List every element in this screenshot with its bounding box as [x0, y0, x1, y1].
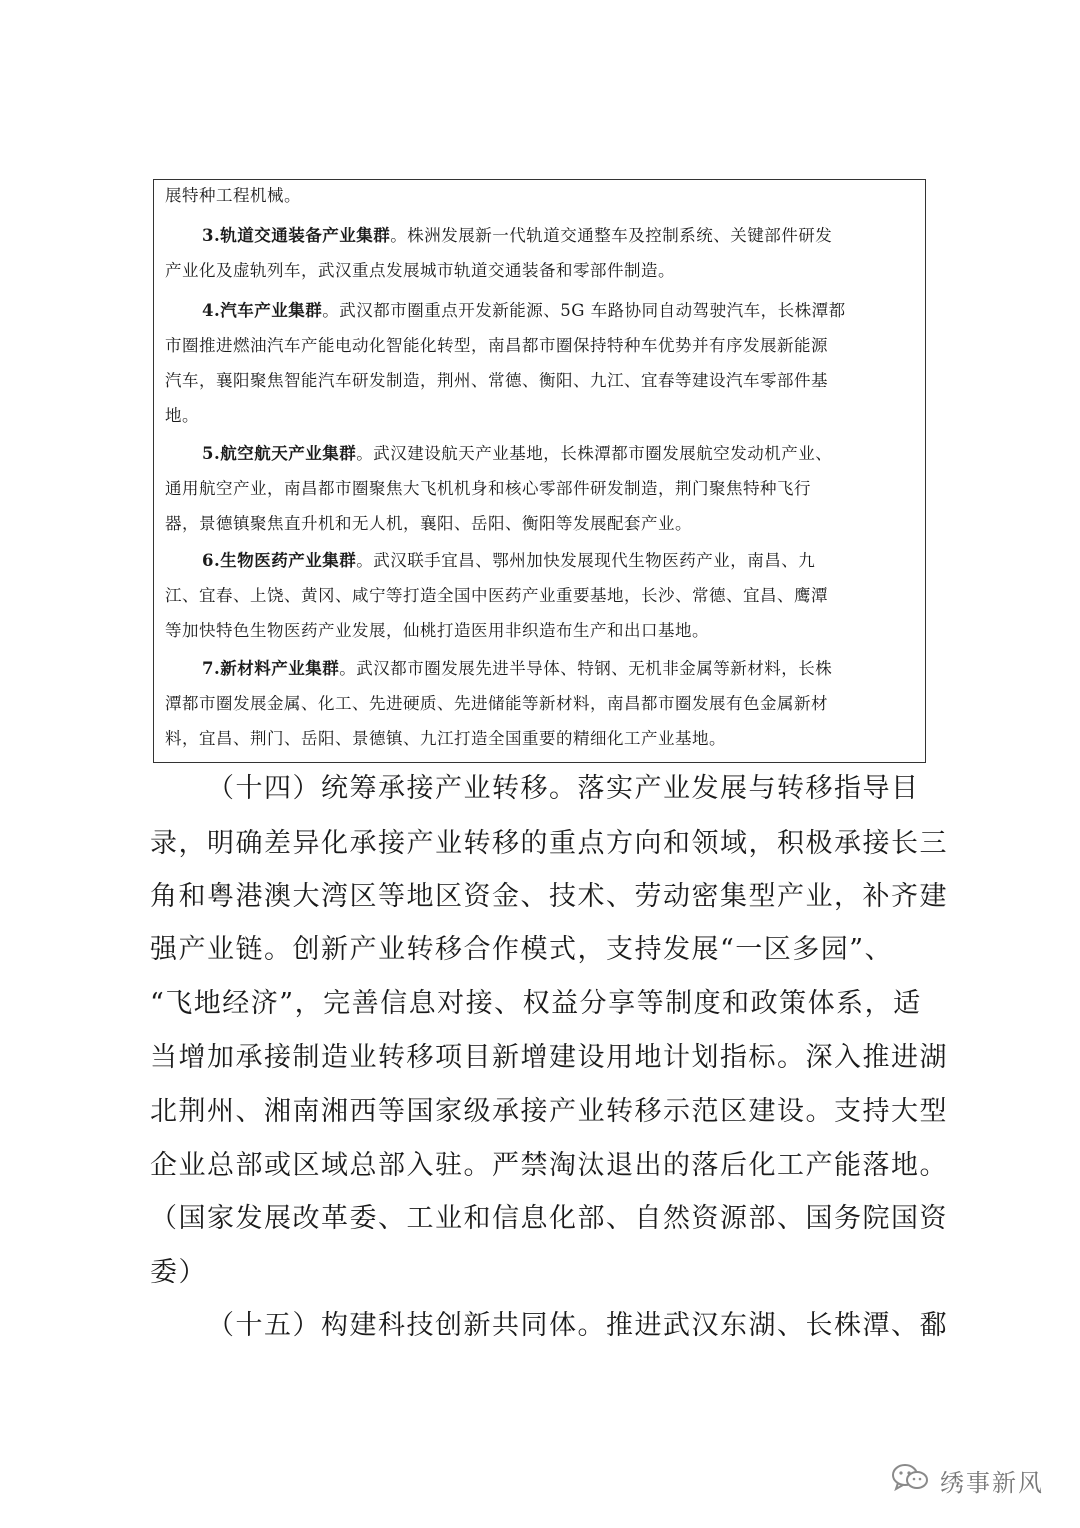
cluster-5-number: 5. [202, 444, 221, 463]
box-text-line: 汽车，襄阳聚焦智能汽车研发制造，荆州、常德、衡阳、九江、宜春等建设汽车零部件基 [165, 371, 828, 390]
body-paragraph-line: （国家发展改革委、工业和信息化部、自然资源部、国务院国资 [150, 1203, 948, 1234]
cluster-6-text: 。武汉联手宜昌、鄂州加快发展现代生物医药产业，南昌、九 [356, 551, 816, 570]
body-paragraph-line: “飞地经济”，完善信息对接、权益分享等制度和政策体系，适 [150, 988, 922, 1019]
watermark [890, 1462, 1044, 1498]
body-paragraph-line: 企业总部或区域总部入驻。严禁淘汰退出的落后化工产能落地。 [150, 1150, 948, 1181]
watermark-text: 绣事新风 [940, 1468, 1044, 1497]
cluster-7-line [202, 659, 962, 679]
cluster-4-number: 4. [202, 301, 221, 320]
box-text-line: 料，宜昌、荆门、岳阳、景德镇、九江打造全国重要的精细化工产业基地。 [165, 729, 726, 748]
cluster-4-text: 。武汉都市圈重点开发新能源、5G 车路协同自动驾驶汽车，长株潭都 [322, 301, 846, 320]
body-paragraph-line: 当增加承接制造业转移项目新增建设用地计划指标。深入推进湖 [150, 1042, 948, 1073]
box-text-line: 市圈推进燃油汽车产能电动化智能化转型，南昌都市圈保持特种车优势并有序发展新能源 [165, 336, 828, 355]
box-text-line: 潭都市圈发展金属、化工、先进硬质、先进储能等新材料，南昌都市圈发展有色金属新材 [165, 694, 828, 713]
cluster-6-title: 生物医药产业集群 [220, 551, 357, 570]
cluster-3-line [202, 226, 962, 246]
box-text-line: 通用航空产业，南昌都市圈聚焦大飞机机身和核心零部件研发制造，荆门聚焦特种飞行 [165, 479, 811, 498]
cluster-4-title: 汽车产业集群 [220, 301, 323, 320]
cluster-5-text: 。武汉建设航天产业基地，长株潭都市圈发展航空发动机产业、 [356, 444, 833, 463]
cluster-7-number: 7. [202, 659, 221, 678]
body-paragraph-line: 录，明确差异化承接产业转移的重点方向和领域，积极承接长三 [150, 828, 948, 859]
cluster-3-number: 3. [202, 226, 221, 245]
body-paragraph-line: 强产业链。创新产业转移合作模式，支持发展“一区多园”、 [150, 934, 894, 965]
cluster-3-text: 。株洲发展新一代轨道交通整车及控制系统、关键部件研发 [390, 226, 833, 245]
box-text-line: 产业化及虚轨列车，武汉重点发展城市轨道交通装备和零部件制造。 [165, 261, 675, 280]
cluster-4-line [202, 301, 962, 321]
cluster-6-number: 6. [202, 551, 221, 570]
box-text-line: 展特种工程机械。 [165, 186, 301, 205]
box-text-line: 地。 [165, 406, 199, 425]
body-paragraph-line: 角和粤港澳大湾区等地区资金、技术、劳动密集型产业，补齐建 [150, 881, 948, 912]
cluster-6-line [202, 551, 962, 571]
box-text-line: 器，景德镇聚焦直升机和无人机，襄阳、岳阳、衡阳等发展配套产业。 [165, 514, 692, 533]
box-text-line: 江、宜春、上饶、黄冈、咸宁等打造全国中医药产业重要基地，长沙、常德、宜昌、鹰潭 [165, 586, 828, 605]
body-paragraph-line: 委） [150, 1257, 207, 1288]
cluster-3-title: 轨道交通装备产业集群 [220, 226, 391, 245]
cluster-7-text: 。武汉都市圈发展先进半导体、特钢、无机非金属等新材料，长株 [339, 659, 833, 678]
body-paragraph-line: 北荆州、湘南湘西等国家级承接产业转移示范区建设。支持大型 [150, 1096, 948, 1127]
wechat-icon [890, 1461, 930, 1499]
body-paragraph-line: （十四）统筹承接产业转移。落实产业发展与转移指导目 [207, 773, 920, 804]
cluster-5-title: 航空航天产业集群 [220, 444, 357, 463]
box-text-line: 等加快特色生物医药产业发展，仙桃打造医用非织造布生产和出口基地。 [165, 621, 709, 640]
cluster-5-line [202, 444, 962, 464]
body-paragraph-line: （十五）构建科技创新共同体。推进武汉东湖、长株潭、鄱 [207, 1310, 948, 1341]
cluster-7-title: 新材料产业集群 [220, 659, 340, 678]
